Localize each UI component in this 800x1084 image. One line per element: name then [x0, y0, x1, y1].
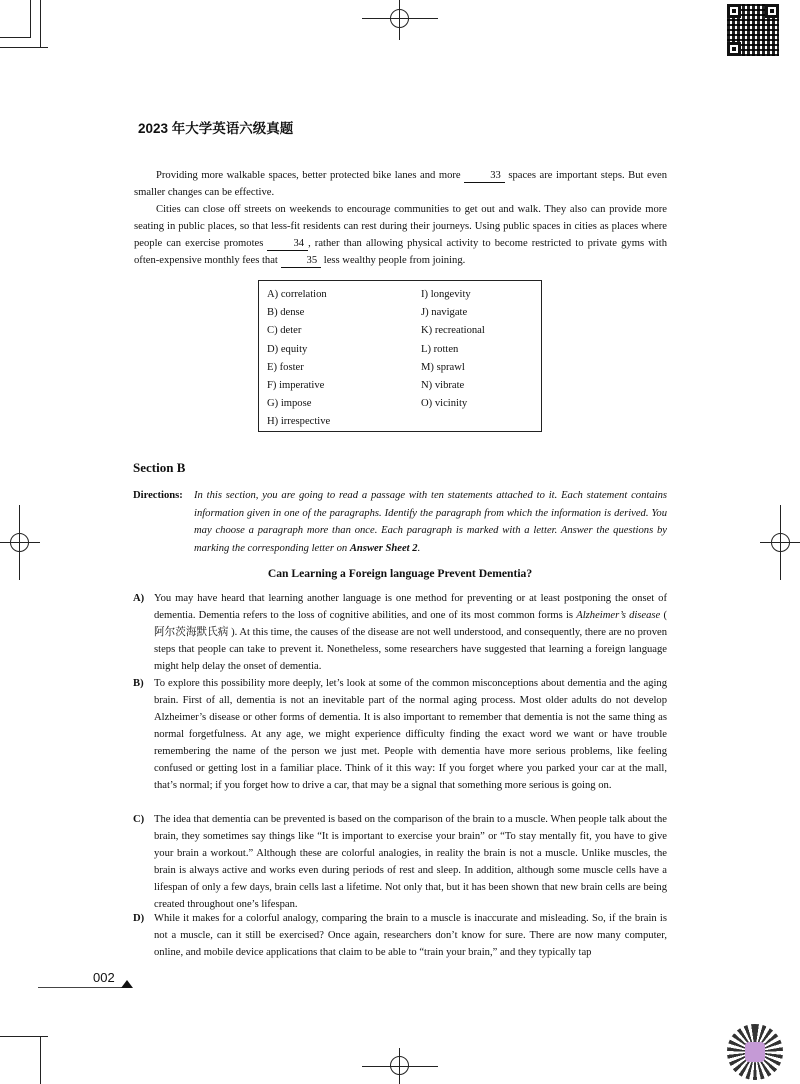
- qr-code-icon: [727, 4, 779, 56]
- passage-title: Can Learning a Foreign language Prevent Dementia?: [267, 567, 533, 580]
- passage-paragraph-b: [133, 675, 667, 794]
- page-header-title: 2023 年大学英语六级真题: [138, 121, 294, 136]
- passage-paragraph-d: [133, 910, 667, 961]
- crop-mark: [0, 47, 48, 48]
- paragraph-text: ( 阿尔茨海默氏病 ). At this time, the causes of the disease are not well understood, and consequently, there are no proven steps that people can take to prevent it. Nonetheless, some researchers have suggested that learning a foreign language might help delay the onset of dementia.: [154, 610, 668, 672]
- word-option: M) sprawl: [421, 361, 465, 373]
- page-arrow-icon: [121, 980, 133, 988]
- directions: [133, 487, 667, 557]
- directions-text: [194, 487, 667, 557]
- blank-35: 35: [281, 254, 322, 268]
- word-option: K) recreational: [421, 325, 485, 337]
- cloze-paragraph-1: [134, 167, 667, 201]
- cloze-text: , rather than allowing physical activity to become restricted to private gyms with often-expensive monthly fees that: [134, 238, 667, 266]
- registration-mark-icon: [10, 533, 29, 552]
- cloze-text: less wealthy people from joining.: [323, 255, 466, 266]
- crop-mark: [40, 1036, 41, 1084]
- publisher-logo-icon: [727, 1024, 783, 1080]
- word-option: I) longevity: [421, 289, 471, 300]
- registration-mark-icon: [390, 1056, 409, 1075]
- cloze-text: spaces are important steps. But even smaller changes can be effective.: [134, 170, 668, 198]
- word-option: F) imperative: [267, 379, 325, 391]
- word-option: B) dense: [267, 307, 305, 319]
- paragraph-body: To explore this possibility more deeply, let’s look at some of the common misconceptions about dementia and the aging brain. First of all, dementia is not an inevitable part of the normal aging process. Most older adults do not develop Alzheimer’s disease or other forms of dementia. It is also important to remember that dementia is not the same thing as normal forgetfulness. At any age, we might experience difficulty finding the exact word we want or have trouble remembering the name of the person we just met. People with dementia have more serious problems, like feeling confused or getting lost in a familiar place. Think of it this way: If you forget where you parked your car at the mall, that’s normal; if you forget how to drive a car, that may be a signal that something more serious is going on.: [154, 678, 667, 791]
- word-option: G) impose: [267, 398, 312, 410]
- word-option: N) vibrate: [421, 379, 465, 391]
- crop-mark: [30, 0, 31, 38]
- word-bank-right-column: [421, 286, 485, 413]
- word-option: H) irrespective: [267, 416, 331, 428]
- word-option: L) rotten: [421, 343, 459, 355]
- word-option: D) equity: [267, 343, 308, 355]
- paragraph-body: The idea that dementia can be prevented is based on the comparison of the brain to a muscle. When people talk about the brain, they sometimes say things like “It is important to exercise your brain” or “To stay mentally fit, you have to give your brain a workout.” Although these are colorful analogies, in reality the brain is not a muscle. Unlike muscles, the brain is always active and works even during periods of rest and sleep. In addition, although some muscle cells have a lifespan of only a few days, brain cells last a lifetime. Not only that, but it has been shown that new brain cells are being created throughout one’s lifespan.: [154, 814, 667, 910]
- crop-mark: [0, 37, 30, 38]
- paragraph-letter: A): [133, 593, 145, 604]
- registration-mark-icon: [771, 533, 790, 552]
- section-title: Section B: [133, 460, 186, 475]
- word-option: O) vicinity: [421, 398, 468, 410]
- word-bank-left-column: [267, 286, 330, 432]
- paragraph-italic-term: Alzheimer’s disease: [576, 610, 661, 621]
- directions-body: In this section, you are going to read a passage with ten statements attached to it. Each statement contains information given in one of the paragraphs. Identify the paragraph from which the information is derived. You may choose a paragraph more than once. Each paragraph is marked with a letter. Answer the questions by marking the corresponding letter on: [194, 490, 667, 554]
- crop-mark: [40, 0, 41, 48]
- paragraph-letter: C): [133, 814, 145, 825]
- paragraph-letter: D): [133, 913, 145, 924]
- paragraph-body: While it makes for a colorful analogy, comparing the brain to a muscle is inaccurate and misleading. So, if the brain is not a muscle, can it still be exercised? Once again, researchers don’t know for sure. There are now many computer, online, and mobile device applications that claim to be able to “train your brain,” and they typically tap: [154, 913, 667, 958]
- directions-answer-sheet: Answer Sheet 2: [349, 542, 418, 554]
- word-option: J) navigate: [421, 307, 468, 319]
- word-option: C) deter: [267, 325, 302, 337]
- word-option: A) correlation: [267, 289, 327, 300]
- page-number-rule: [38, 987, 124, 988]
- crop-mark: [0, 1036, 48, 1037]
- directions-label: Directions:: [133, 490, 183, 501]
- paragraph-body: [154, 590, 667, 675]
- cloze-text: Providing more walkable spaces, better protected bike lanes and more: [156, 170, 461, 181]
- passage-paragraph-a: [133, 590, 667, 675]
- blank-33: 33: [464, 169, 505, 183]
- passage-paragraph-c: [133, 811, 667, 913]
- paragraph-text: You may have heard that learning another language is one method for preventing or at least postponing the onset of dementia. Dementia refers to the loss of cognitive abilities, and one of its most common forms is: [154, 593, 667, 621]
- cloze-text: Cities can close off streets on weekends to encourage communities to get out and walk. They also can provide more seating in public places, so that less-fit residents can rest during their journeys. Using public spaces in cities as places where people can exercise promotes: [134, 204, 667, 249]
- page-number: 002: [93, 970, 115, 985]
- registration-mark-icon: [390, 9, 409, 28]
- word-option: E) foster: [267, 361, 304, 373]
- word-bank: [258, 280, 542, 432]
- directions-end: .: [417, 542, 421, 554]
- paragraph-letter: B): [133, 678, 144, 689]
- cloze-paragraph-2: [134, 201, 667, 269]
- blank-34: 34: [267, 237, 308, 251]
